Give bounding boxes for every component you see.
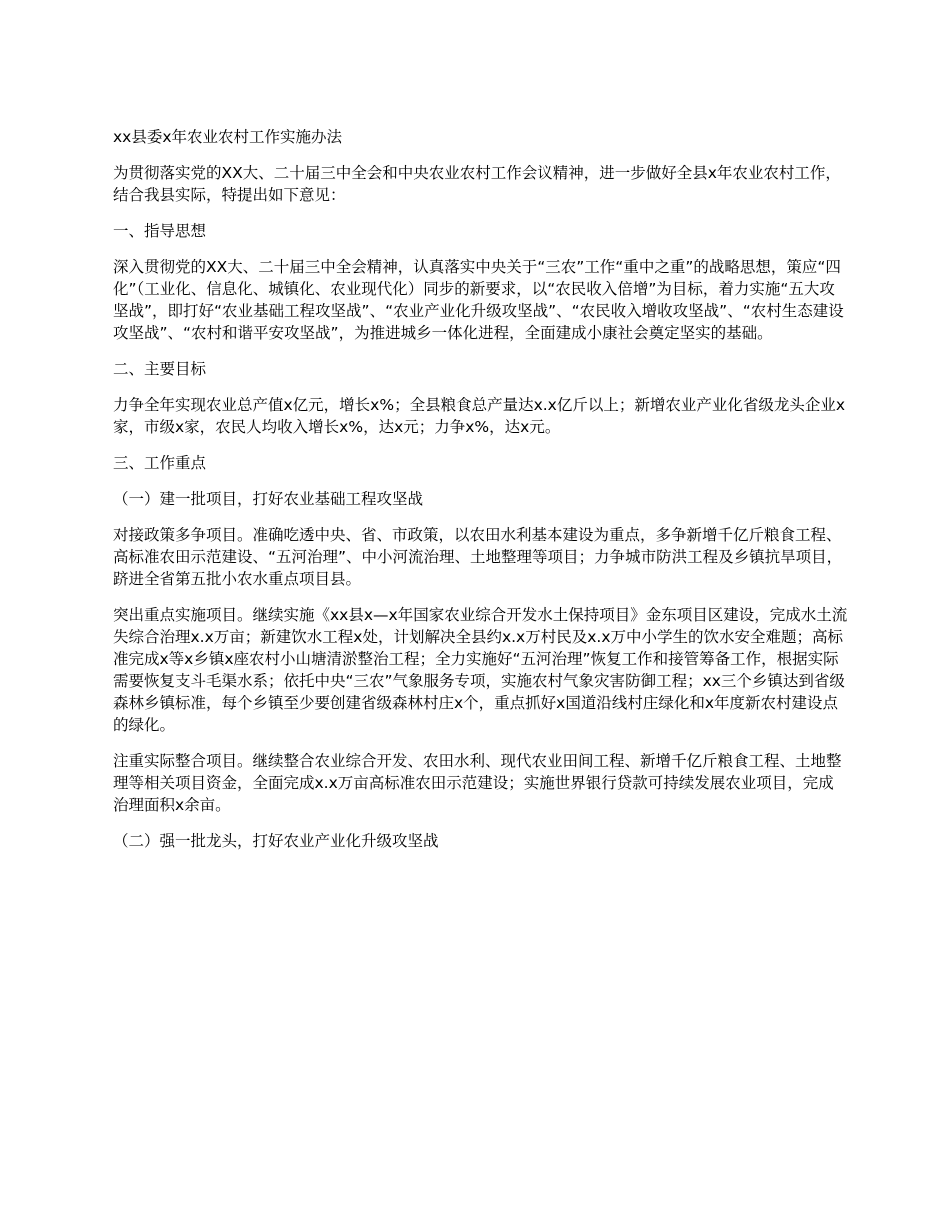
subsection-heading-1: （一）建一批项目，打好农业基础工程攻坚战 [113, 490, 424, 508]
section-heading-guiding-ideology: 一、指导思想 [113, 222, 207, 240]
subsection-1-paragraph-1: 对接政策多争项目。准确吃透中央、省、市政策，以农田水利基本建设为重点，多争新增千亿斤粮食工程、高标准农田示范建设、“五河治理”、中小河流治理、土地整理等项目；力争城市防洪工程及乡镇抗旱项目，跻进全省第五批小农水重点项目县。 [113, 526, 843, 588]
guiding-ideology-paragraph: 深入贯彻党的XX大、二十届三中全会精神，认真落实中央关于“三农”工作“重中之重”的战略思想，策应“四化”（工业化、信息化、城镇化、农业现代化）同步的新要求，以“农民收入倍增”为目标，着力实施“五大攻坚战”，即打好“农业基础工程攻坚战”、“农业产业化升级攻坚战”、“农民收入增收攻坚战”、“农村生态建设攻坚战”、“农村和谐平安攻坚战”，为推进城乡一体化进程，全面建成小康社会奠定坚实的基础。 [113, 258, 844, 342]
section-heading-work-focus: 三、工作重点 [113, 454, 207, 472]
subsection-1-paragraph-3: 注重实际整合项目。继续整合农业综合开发、农田水利、现代农业田间工程、新增千亿斤粮食工程、土地整理等相关项目资金，全面完成x.x万亩高标准农田示范建设；实施世界银行贷款可持续发展农业项目，完成治理面积x余亩。 [113, 752, 842, 814]
intro-paragraph: 为贯彻落实党的XX大、二十届三中全会和中央农业农村工作会议精神，进一步做好全县x年农业农村工作，结合我县实际，特提出如下意见： [113, 164, 841, 204]
document-page [113, 126, 848, 866]
main-goals-paragraph: 力争全年实现农业总产值x亿元，增长x%；全县粮食总产量达x.x亿斤以上；新增农业产业化省级龙头企业x家，市级x家，农民人均收入增长x%，达x元；力争x%，达x元。 [113, 396, 846, 436]
section-heading-main-goals: 二、主要目标 [113, 360, 207, 378]
document-title: xx县委x年农业农村工作实施办法 [113, 128, 343, 146]
subsection-1-paragraph-2: 突出重点实施项目。继续实施《xx县x—x年国家农业综合开发水土保持项目》金东项目区建设，完成水土流失综合治理x.x万亩；新建饮水工程x处，计划解决全县约x.x万村民及x.x万中小学生的饮水安全难题；高标准完成x等x乡镇x座农村小山塘清淤整治工程；全力实施好“五河治理”恢复工作和接管筹备工作，根据实际需要恢复支斗毛渠水系；依托中央“三农”气象服务专项，实施农村气象灾害防御工程；xx三个乡镇达到省级森林乡镇标准，每个乡镇至少要创建省级森林村庄x个，重点抓好x国道沿线村庄绿化和x年度新农村建设点的绿化。 [113, 606, 848, 734]
subsection-heading-2: （二）强一批龙头，打好农业产业化升级攻坚战 [113, 832, 439, 850]
